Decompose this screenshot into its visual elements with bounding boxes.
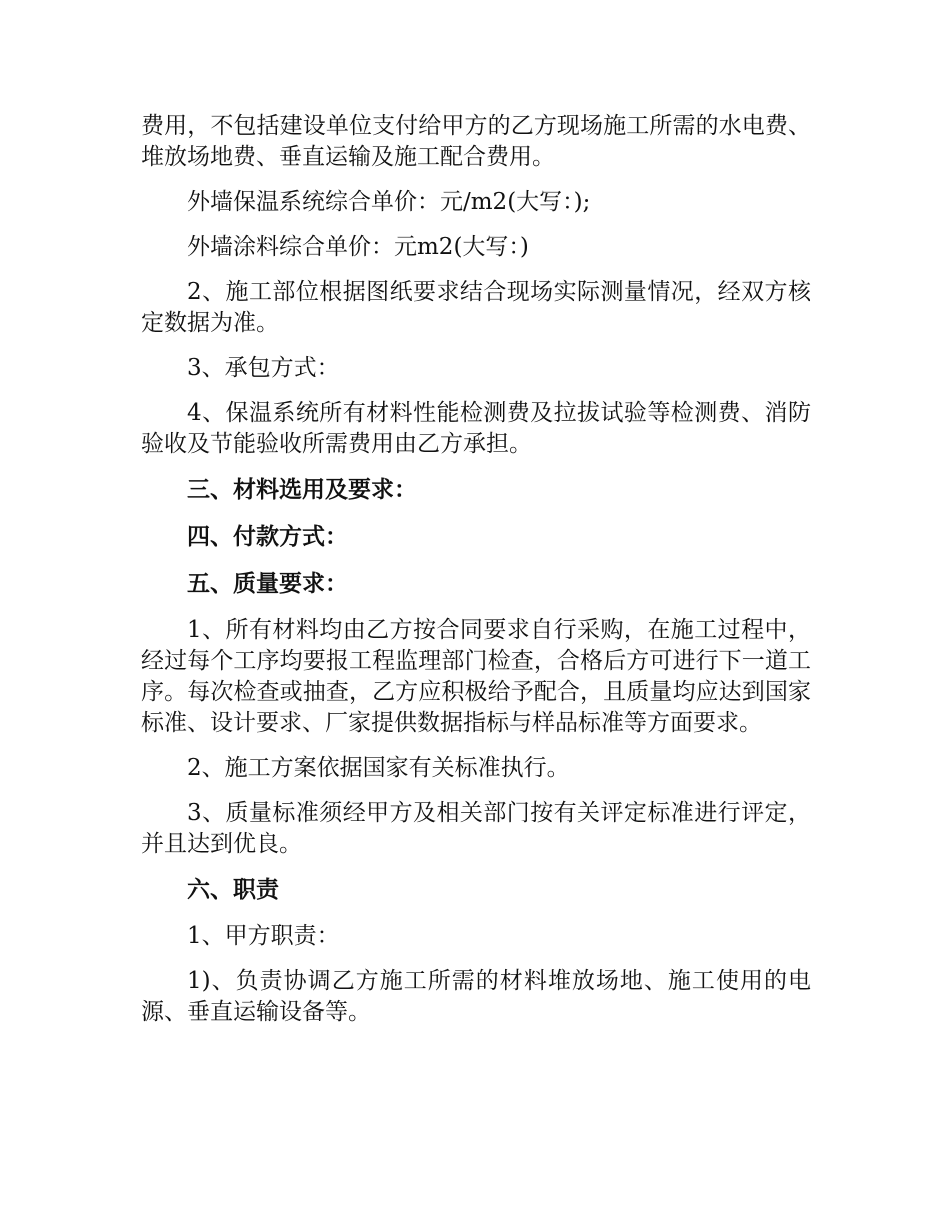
section-heading-payment: 四、付款方式： [187,523,348,550]
paragraph-contract-method: 3、承包方式： [187,355,340,381]
paragraph-insulation-unit-price: 外墙保温系统综合单价：元/m2(大写：); [187,189,591,215]
section-heading-responsibilities: 六、职责 [187,876,279,903]
document-body [141,111,811,1042]
paragraph-fee-continuation: 费用，不包括建设单位支付给甲方的乙方现场施工所需的水电费、堆放场地费、垂直运输及施工配合费用。 [141,113,811,170]
paragraph-coating-unit-price: 外墙涂料综合单价：元m2(大写：) [187,234,529,260]
section-heading-quality: 五、质量要求： [187,570,348,597]
paragraph-quality-standards: 2、施工方案依据国家有关标准执行。 [187,755,570,781]
paragraph-party-a-duty-1: 1)、负责协调乙方施工所需的材料堆放场地、施工使用的电源、垂直运输设备等。 [141,968,811,1025]
paragraph-party-a-duties: 1、甲方职责： [187,923,340,949]
paragraph-quality-evaluation: 3、质量标准须经甲方及相关部门按有关评定标准进行评定，并且达到优良。 [141,800,811,857]
paragraph-quality-materials: 1、所有材料均由乙方按合同要求自行采购，在施工过程中，经过每个工序均要报工程监理部门检查，合格后方可进行下一道工序。每次检查或抽查，乙方应积极给予配合，且质量均应达到国家标准、设计要求、厂家提供数据指标与样品标准等方面要求。 [141,617,811,736]
paragraph-testing-fees: 4、保温系统所有材料性能检测费及拉拔试验等检测费、消防验收及节能验收所需费用由乙方承担。 [141,400,811,457]
paragraph-construction-scope: 2、施工部位根据图纸要求结合现场实际测量情况，经双方核定数据为准。 [141,279,811,336]
section-heading-materials: 三、材料选用及要求： [187,476,417,503]
